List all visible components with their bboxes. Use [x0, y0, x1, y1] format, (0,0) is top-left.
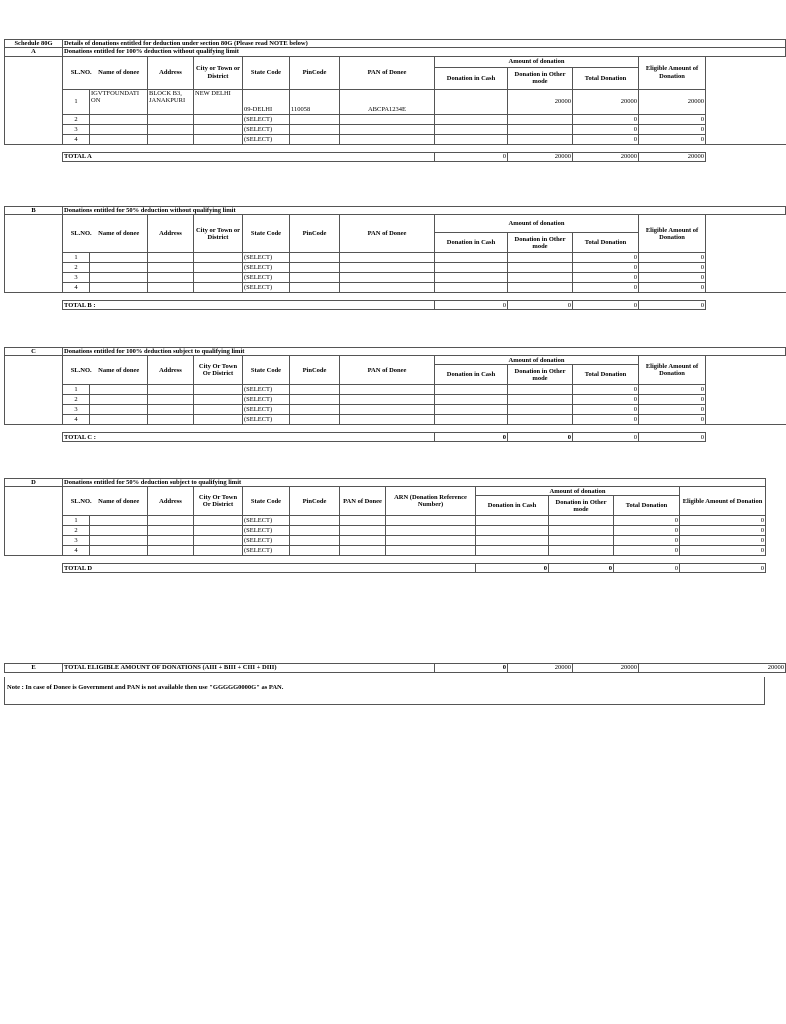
total-d-cash: 0	[476, 564, 549, 573]
section-d-letter: D	[5, 479, 63, 487]
row-b3-pan[interactable]	[340, 273, 435, 283]
header-pin-c: PinCode	[290, 356, 340, 385]
row-d2-name[interactable]	[90, 526, 148, 536]
section-b-title: Donations entitled for 50% deduction without qualifying limit	[63, 207, 786, 215]
row-a3-pan[interactable]	[340, 124, 435, 134]
row-a1-pan[interactable]: ABCPA1234E	[340, 89, 435, 114]
row-a1-pin[interactable]: 110058	[290, 89, 340, 114]
row-d4-address[interactable]	[148, 546, 194, 556]
section-c-letter: C	[5, 348, 63, 356]
row-b2-pan[interactable]	[340, 263, 435, 273]
row-c3-city[interactable]	[194, 405, 243, 415]
total-c-eligible: 0	[639, 433, 706, 442]
total-d-total: 0	[614, 564, 680, 573]
row-d2-pin[interactable]	[290, 526, 340, 536]
row-d1-eligible: 0	[680, 516, 766, 526]
row-a4-name[interactable]	[90, 134, 148, 144]
row-d4-cash[interactable]	[476, 546, 549, 556]
row-c1-total: 0	[573, 385, 639, 395]
header-other-a: Donation in Other mode	[508, 67, 573, 89]
row-b3-sl: 3	[63, 273, 90, 283]
row-d3-name[interactable]	[90, 536, 148, 546]
row-c1-city[interactable]	[194, 385, 243, 395]
row-c1-name[interactable]	[90, 385, 148, 395]
row-a2-total: 0	[573, 114, 639, 124]
row-d1-cash[interactable]	[476, 516, 549, 526]
total-a-eligible: 20000	[639, 152, 706, 161]
row-a4-state[interactable]: (SELECT)	[243, 134, 290, 144]
row-b4-pan[interactable]	[340, 283, 435, 293]
total-d-label: TOTAL D	[63, 564, 476, 573]
row-a1-address[interactable]: BLOCK B3, JANAKPURI	[148, 89, 194, 114]
row-b1-total: 0	[573, 253, 639, 263]
row-b2-cash[interactable]	[435, 263, 508, 273]
row-b3-name[interactable]	[90, 273, 148, 283]
row-b1-pan[interactable]	[340, 253, 435, 263]
row-b3-address[interactable]	[148, 273, 194, 283]
note-box	[4, 677, 765, 705]
header-eligible-b: Eligible Amount of Donation	[639, 215, 706, 253]
row-b2-total: 0	[573, 263, 639, 273]
header-other-c: Donation in Other mode	[508, 365, 573, 385]
row-b3-cash[interactable]	[435, 273, 508, 283]
row-c3-cash[interactable]	[435, 405, 508, 415]
row-b2-address[interactable]	[148, 263, 194, 273]
row-a1-city[interactable]: NEW DELHI	[194, 89, 243, 114]
row-c2-name[interactable]	[90, 395, 148, 405]
row-d4-total: 0	[614, 546, 680, 556]
row-c4-sl: 4	[63, 415, 90, 425]
header-total-a: Total Donation	[573, 67, 639, 89]
row-a2-cash[interactable]	[435, 114, 508, 124]
row-b4-pin[interactable]	[290, 283, 340, 293]
row-c1-pan[interactable]	[340, 385, 435, 395]
header-slno-d: SL.NO. Name of donee	[63, 487, 148, 516]
schedule-title: Details of donations entitled for deduction under section 80G (Please read NOTE below)	[63, 40, 786, 48]
row-d4-pan[interactable]	[340, 546, 386, 556]
total-c-cash: 0	[435, 433, 508, 442]
row-b4-other[interactable]	[508, 283, 573, 293]
row-b4-state[interactable]: (SELECT)	[243, 283, 290, 293]
row-b1-address[interactable]	[148, 253, 194, 263]
row-a1-sl: 1	[63, 89, 90, 114]
row-a3-city[interactable]	[194, 124, 243, 134]
row-a3-address[interactable]	[148, 124, 194, 134]
row-b1-sl: 1	[63, 253, 90, 263]
row-d2-other[interactable]	[549, 526, 614, 536]
row-b3-total: 0	[573, 273, 639, 283]
row-d3-pin[interactable]	[290, 536, 340, 546]
row-c3-address[interactable]	[148, 405, 194, 415]
row-a1-state[interactable]: 09-DELHI	[243, 89, 290, 114]
row-c3-name[interactable]	[90, 405, 148, 415]
header-eligible-d: Eligible Amount of Donation	[680, 487, 766, 516]
row-b3-state[interactable]: (SELECT)	[243, 273, 290, 283]
row-c1-sl: 1	[63, 385, 90, 395]
row-a2-state[interactable]: (SELECT)	[243, 114, 290, 124]
row-c4-cash[interactable]	[435, 415, 508, 425]
section-e-letter: E	[5, 664, 63, 673]
row-d3-arn[interactable]	[386, 536, 476, 546]
row-a3-name[interactable]	[90, 124, 148, 134]
row-b1-cash[interactable]	[435, 253, 508, 263]
total-e-total: 20000	[573, 664, 639, 673]
row-a4-total: 0	[573, 134, 639, 144]
header-address-b: Address	[148, 215, 194, 253]
section-a-title: Donations entitled for 100% deduction without qualifying limit	[63, 48, 786, 56]
header-state-a: State Code	[243, 56, 290, 89]
header-city-c: City Or Town Or District	[194, 356, 243, 385]
section-b-table	[4, 206, 786, 310]
header-eligible-a: Eligible Amount of Donation	[639, 56, 706, 89]
row-b2-eligible: 0	[639, 263, 706, 273]
header-pin-d: PinCode	[290, 487, 340, 516]
row-b4-city[interactable]	[194, 283, 243, 293]
row-d2-city[interactable]	[194, 526, 243, 536]
total-b-label: TOTAL B :	[63, 301, 435, 310]
row-b4-name[interactable]	[90, 283, 148, 293]
row-a4-city[interactable]	[194, 134, 243, 144]
row-a4-eligible: 0	[639, 134, 706, 144]
row-d1-pan[interactable]	[340, 516, 386, 526]
row-c4-city[interactable]	[194, 415, 243, 425]
section-c-table	[4, 347, 786, 442]
header-arn-d: ARN (Donation Reference Number)	[386, 487, 476, 516]
row-a3-total: 0	[573, 124, 639, 134]
header-amount-d: Amount of donation	[476, 487, 680, 496]
row-c1-state[interactable]: (SELECT)	[243, 385, 290, 395]
row-a2-pan[interactable]	[340, 114, 435, 124]
row-c3-eligible: 0	[639, 405, 706, 415]
row-c2-eligible: 0	[639, 395, 706, 405]
header-slno-c: SL.NO. Name of donee	[63, 356, 148, 385]
row-d3-pan[interactable]	[340, 536, 386, 546]
row-d4-pin[interactable]	[290, 546, 340, 556]
row-c1-address[interactable]	[148, 385, 194, 395]
row-d1-sl: 1	[63, 516, 90, 526]
total-b-eligible: 0	[639, 301, 706, 310]
row-d1-name[interactable]	[90, 516, 148, 526]
row-d3-address[interactable]	[148, 536, 194, 546]
row-c3-pin[interactable]	[290, 405, 340, 415]
row-c1-eligible: 0	[639, 385, 706, 395]
row-c2-total: 0	[573, 395, 639, 405]
row-d3-sl: 3	[63, 536, 90, 546]
header-city-b: City or Town or District	[194, 215, 243, 253]
row-c4-pan[interactable]	[340, 415, 435, 425]
row-c3-pan[interactable]	[340, 405, 435, 415]
row-d3-cash[interactable]	[476, 536, 549, 546]
header-pan-b: PAN of Donee	[340, 215, 435, 253]
row-c2-cash[interactable]	[435, 395, 508, 405]
row-b3-city[interactable]	[194, 273, 243, 283]
row-c4-total: 0	[573, 415, 639, 425]
row-d2-arn[interactable]	[386, 526, 476, 536]
header-address-c: Address	[148, 356, 194, 385]
row-c2-state[interactable]: (SELECT)	[243, 395, 290, 405]
row-a3-cash[interactable]	[435, 124, 508, 134]
row-a4-sl: 4	[63, 134, 90, 144]
row-d4-eligible: 0	[680, 546, 766, 556]
row-d2-address[interactable]	[148, 526, 194, 536]
row-d3-eligible: 0	[680, 536, 766, 546]
row-a1-total: 20000	[573, 89, 639, 114]
row-a2-eligible: 0	[639, 114, 706, 124]
row-d4-city[interactable]	[194, 546, 243, 556]
row-d4-arn[interactable]	[386, 546, 476, 556]
row-a2-name[interactable]	[90, 114, 148, 124]
row-b3-other[interactable]	[508, 273, 573, 283]
header-slno-b: SL.NO. Name of donee	[63, 215, 148, 253]
total-a-other: 20000	[508, 152, 573, 161]
row-a4-address[interactable]	[148, 134, 194, 144]
row-b2-other[interactable]	[508, 263, 573, 273]
row-a4-pin[interactable]	[290, 134, 340, 144]
header-address-a: Address	[148, 56, 194, 89]
header-amount-b: Amount of donation	[435, 215, 639, 233]
row-a3-eligible: 0	[639, 124, 706, 134]
row-d4-sl: 4	[63, 546, 90, 556]
row-d1-total: 0	[614, 516, 680, 526]
row-c4-pin[interactable]	[290, 415, 340, 425]
row-d2-sl: 2	[63, 526, 90, 536]
total-d-other: 0	[549, 564, 614, 573]
row-d1-state[interactable]: (SELECT)	[243, 516, 290, 526]
row-c4-name[interactable]	[90, 415, 148, 425]
row-d1-other[interactable]	[549, 516, 614, 526]
total-b-other: 0	[508, 301, 573, 310]
row-a1-eligible: 20000	[639, 89, 706, 114]
section-a-table	[4, 39, 786, 162]
row-d2-total: 0	[614, 526, 680, 536]
header-amount-c: Amount of donation	[435, 356, 639, 365]
total-e-other: 20000	[508, 664, 573, 673]
section-b-letter: B	[5, 207, 63, 215]
total-c-other: 0	[508, 433, 573, 442]
header-pin-b: PinCode	[290, 215, 340, 253]
row-a2-pin[interactable]	[290, 114, 340, 124]
row-d3-other[interactable]	[549, 536, 614, 546]
row-b2-state[interactable]: (SELECT)	[243, 263, 290, 273]
row-a3-other[interactable]	[508, 124, 573, 134]
row-d2-cash[interactable]	[476, 526, 549, 536]
row-b1-name[interactable]	[90, 253, 148, 263]
row-c2-address[interactable]	[148, 395, 194, 405]
row-b3-pin[interactable]	[290, 273, 340, 283]
row-a3-state[interactable]: (SELECT)	[243, 124, 290, 134]
section-d-title: Donations entitled for 50% deduction subject to qualifying limit	[63, 479, 766, 487]
row-b1-pin[interactable]	[290, 253, 340, 263]
header-state-b: State Code	[243, 215, 290, 253]
row-c4-address[interactable]	[148, 415, 194, 425]
row-a4-cash[interactable]	[435, 134, 508, 144]
header-other-d: Donation in Other mode	[549, 496, 614, 516]
section-e-table	[4, 663, 786, 673]
row-a1-cash[interactable]	[435, 89, 508, 114]
header-cash-d: Donation in Cash	[476, 496, 549, 516]
header-pin-a: PinCode	[290, 56, 340, 89]
header-pan-d: PAN of Donee	[340, 487, 386, 516]
row-c1-other[interactable]	[508, 385, 573, 395]
row-c2-pan[interactable]	[340, 395, 435, 405]
row-d1-address[interactable]	[148, 516, 194, 526]
row-d4-name[interactable]	[90, 546, 148, 556]
header-other-b: Donation in Other mode	[508, 233, 573, 253]
total-b-cash: 0	[435, 301, 508, 310]
row-d3-state[interactable]: (SELECT)	[243, 536, 290, 546]
header-pan-c: PAN of Donee	[340, 356, 435, 385]
row-d2-eligible: 0	[680, 526, 766, 536]
total-c-total: 0	[573, 433, 639, 442]
schedule-code: Schedule 80G	[5, 40, 63, 48]
row-b4-total: 0	[573, 283, 639, 293]
row-b2-pin[interactable]	[290, 263, 340, 273]
row-a2-address[interactable]	[148, 114, 194, 124]
header-eligible-c: Eligible Amount of Donation	[639, 356, 706, 385]
row-b3-eligible: 0	[639, 273, 706, 283]
row-a1-name[interactable]: IGVTFOUNDATI ON	[90, 89, 148, 114]
row-b2-sl: 2	[63, 263, 90, 273]
total-a-cash: 0	[435, 152, 508, 161]
section-d-table	[4, 478, 766, 573]
header-cash-c: Donation in Cash	[435, 365, 508, 385]
total-e-cash: 0	[435, 664, 508, 673]
row-c3-total: 0	[573, 405, 639, 415]
row-b1-state[interactable]: (SELECT)	[243, 253, 290, 263]
row-b2-name[interactable]	[90, 263, 148, 273]
header-state-c: State Code	[243, 356, 290, 385]
row-c2-pin[interactable]	[290, 395, 340, 405]
row-c1-cash[interactable]	[435, 385, 508, 395]
row-c3-state[interactable]: (SELECT)	[243, 405, 290, 415]
row-b1-eligible: 0	[639, 253, 706, 263]
row-a4-other[interactable]	[508, 134, 573, 144]
row-b4-address[interactable]	[148, 283, 194, 293]
section-c-title: Donations entitled for 100% deduction subject to qualifying limit	[63, 348, 786, 356]
header-total-c: Total Donation	[573, 365, 639, 385]
row-c1-pin[interactable]	[290, 385, 340, 395]
header-cash-b: Donation in Cash	[435, 233, 508, 253]
row-a3-sl: 3	[63, 124, 90, 134]
row-d1-pin[interactable]	[290, 516, 340, 526]
total-b-total: 0	[573, 301, 639, 310]
row-d1-arn[interactable]	[386, 516, 476, 526]
total-a-total: 20000	[573, 152, 639, 161]
row-a2-other[interactable]	[508, 114, 573, 124]
row-b4-cash[interactable]	[435, 283, 508, 293]
pan-note: Note : In case of Donee is Government and PAN is not available then use "GGGGG0000G" as PAN.	[7, 684, 284, 691]
header-amount-a: Amount of donation	[435, 56, 639, 67]
row-a2-sl: 2	[63, 114, 90, 124]
row-d2-state[interactable]: (SELECT)	[243, 526, 290, 536]
row-a1-other[interactable]: 20000	[508, 89, 573, 114]
total-e-eligible: 20000	[639, 664, 786, 673]
row-c4-other[interactable]	[508, 415, 573, 425]
row-c3-other[interactable]	[508, 405, 573, 415]
total-c-label: TOTAL C :	[63, 433, 435, 442]
row-a3-pin[interactable]	[290, 124, 340, 134]
row-b2-city[interactable]	[194, 263, 243, 273]
section-a-letter: A	[5, 48, 63, 56]
section-e-title: TOTAL ELIGIBLE AMOUNT OF DONATIONS (AIII + BIII + CIII + DIII)	[63, 664, 435, 673]
row-d2-pan[interactable]	[340, 526, 386, 536]
header-slno-a: SL.NO. Name of donee	[63, 56, 148, 89]
header-total-b: Total Donation	[573, 233, 639, 253]
header-city-a: City or Town or District	[194, 56, 243, 89]
total-d-eligible: 0	[680, 564, 766, 573]
row-b1-city[interactable]	[194, 253, 243, 263]
row-b1-other[interactable]	[508, 253, 573, 263]
row-d3-city[interactable]	[194, 536, 243, 546]
row-d4-state[interactable]: (SELECT)	[243, 546, 290, 556]
row-d4-other[interactable]	[549, 546, 614, 556]
row-c2-sl: 2	[63, 395, 90, 405]
row-a2-city[interactable]	[194, 114, 243, 124]
header-total-d: Total Donation	[614, 496, 680, 516]
row-a4-pan[interactable]	[340, 134, 435, 144]
row-c4-state[interactable]: (SELECT)	[243, 415, 290, 425]
header-city-d: City Or Town Or District	[194, 487, 243, 516]
row-b4-eligible: 0	[639, 283, 706, 293]
header-address-d: Address	[148, 487, 194, 516]
row-b4-sl: 4	[63, 283, 90, 293]
total-a-label: TOTAL A	[63, 152, 435, 161]
row-c3-sl: 3	[63, 405, 90, 415]
row-d3-total: 0	[614, 536, 680, 546]
row-c2-city[interactable]	[194, 395, 243, 405]
header-cash-a: Donation in Cash	[435, 67, 508, 89]
row-c2-other[interactable]	[508, 395, 573, 405]
header-pan-a: PAN of Donee	[340, 56, 435, 89]
row-d1-city[interactable]	[194, 516, 243, 526]
header-state-d: State Code	[243, 487, 290, 516]
row-c4-eligible: 0	[639, 415, 706, 425]
